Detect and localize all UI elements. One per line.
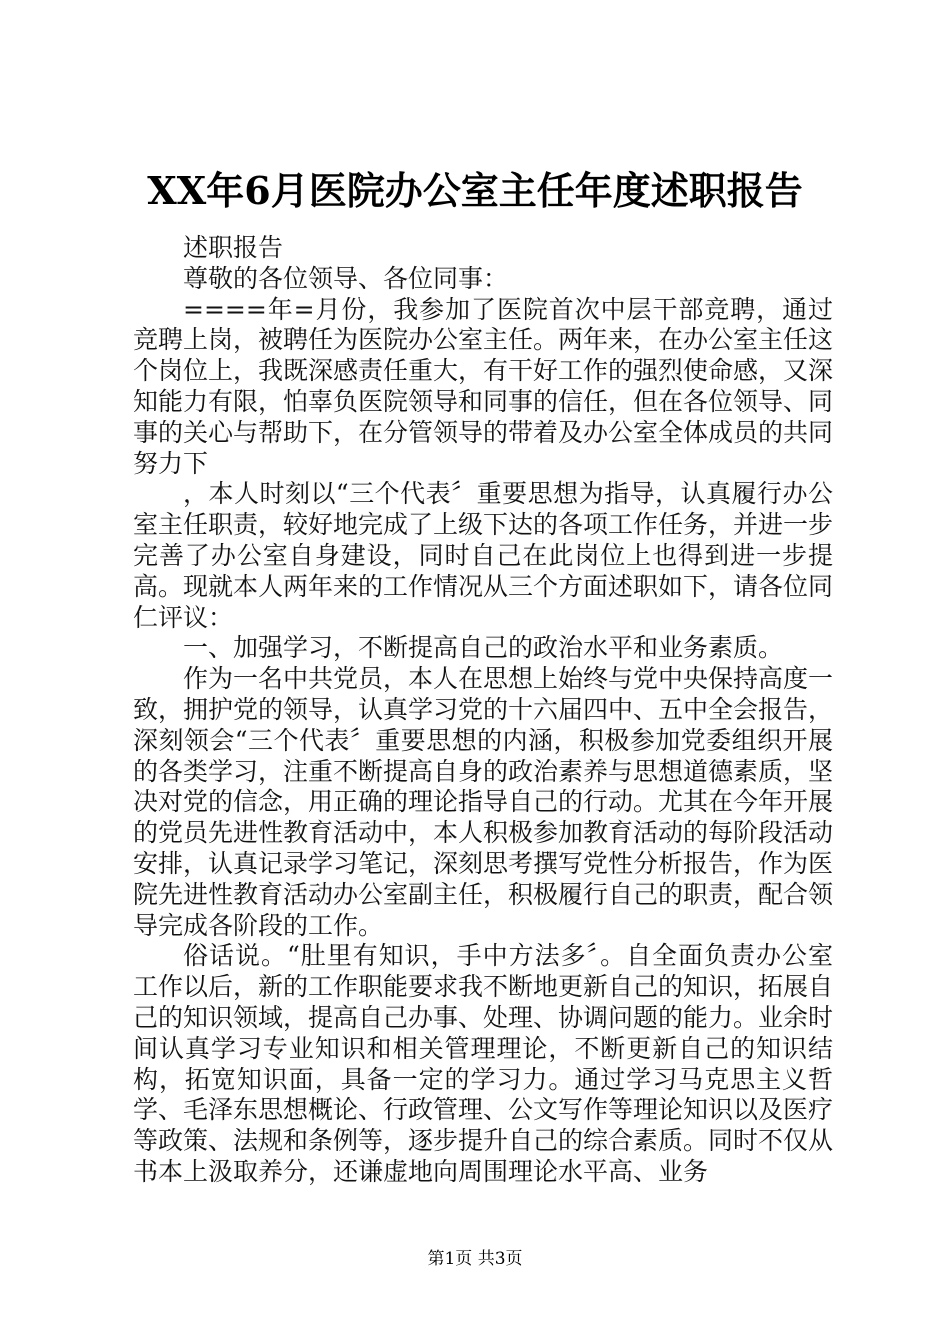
document-title: XX年6月医院办公室主任年度述职报告	[147, 168, 803, 213]
paragraph-salutation: 尊敬的各位领导、各位同事：	[183, 263, 509, 293]
document-body	[133, 233, 833, 1188]
paragraph-heading: 述职报告	[183, 233, 284, 262]
paragraph-knowledge-update: 俗话说。“肚里有知识，手中方法多〞。自全面负责办公室工作以后，新的工作职能要求我不断地更新自己的知识，拓展自己的知识领域，提高自己办事、处理、协调问题的能力。业余时间认真学习专业知识和相关管理理论，不断更新自己的知识结构，拓宽知识面，具备一定的学习力。通过学习马克思主义哲学、毛泽东思想概论、行政管理、公文写作等理论知识以及医疗等政策、法规和条例等，逐步提升自己的综合素质。同时不仅从书本上汲取养分，还谦虚地向周围理论水平高、业务	[133, 941, 834, 1186]
paragraph-intro: ====年=月份，我参加了医院首次中层干部竞聘，通过竞聘上岗，被聘任为医院办公室主任。两年来，在办公室主任这个岗位上，我既深感责任重大，有干好工作的强烈使命感，又深知能力有限，怕辜负医院领导和同事的信任，但在各位领导、同事的关心与帮助下，在分管领导的带着及办公室全体成员的共同努力下	[133, 294, 834, 478]
paragraph-political-study: 作为一名中共党员，本人在思想上始终与党中央保持高度一致，拥护党的领导，认真学习党的十六届四中、五中全会报告，深刻领会“三个代表〞重要思想的内涵，积极参加党委组织开展的各类学习，注重不断提高自身的政治素养与思想道德素质，坚决对党的信念，用正确的理论指导自己的行动。尤其在今年开展的党员先进性教育活动中，本人积极参加教育活动的每阶段活动安排，认真记录学习笔记，深刻思考撰写党性分析报告，作为医院先进性教育活动办公室副主任，积极履行自己的职责，配合领导完成各阶段的工作。	[133, 664, 834, 940]
paragraph-overview: ，本人时刻以“三个代表〞重要思想为指导，认真履行办公室主任职责，较好地完成了上级下达的各项工作任务，并进一步完善了办公室自身建设，同时自己在此岗位上也得到进一步提高。现就本人两年来的工作情况从三个方面述职如下，请各位同仁评议：	[133, 479, 834, 632]
section-heading-1: 一、加强学习，不断提高自己的政治水平和业务素质。	[183, 633, 784, 663]
page-footer: 第1页 共3页	[427, 1249, 523, 1269]
